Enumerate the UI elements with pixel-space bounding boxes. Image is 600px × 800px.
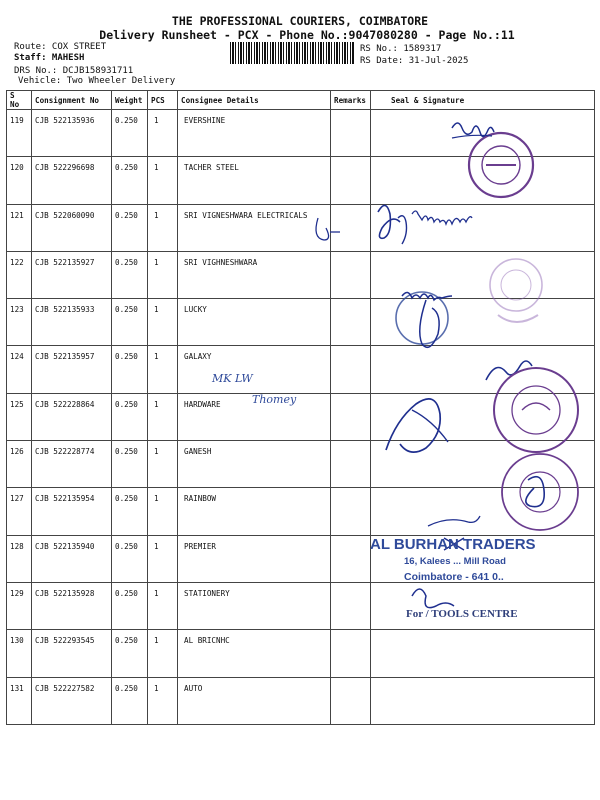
cell-weight: 0.250 bbox=[112, 441, 148, 488]
cell-consignment: CJB 522228774 bbox=[32, 441, 112, 488]
cell-consignment: CJB 522135933 bbox=[32, 299, 112, 346]
cell-consignee: TACHER STEEL bbox=[178, 157, 331, 204]
cell-sno: 125 bbox=[7, 393, 32, 440]
cell-consignee: SRI VIGHNESHWARA bbox=[178, 251, 331, 298]
cell-consignment: CJB 522296698 bbox=[32, 157, 112, 204]
cell-sno: 128 bbox=[7, 535, 32, 582]
cell-weight: 0.250 bbox=[112, 488, 148, 535]
cell-sno: 130 bbox=[7, 630, 32, 677]
cell-consignee: AL BRICNHC bbox=[178, 630, 331, 677]
cell-pcs: 1 bbox=[148, 630, 178, 677]
cell-pcs: 1 bbox=[148, 110, 178, 157]
cell-consignee: GALAXY bbox=[178, 346, 331, 393]
cell-weight: 0.250 bbox=[112, 677, 148, 724]
al-burhan-stamp-city: Coimbatore - 641 0.. bbox=[404, 571, 504, 583]
cell-sno: 131 bbox=[7, 677, 32, 724]
cell-consignee: EVERSHINE bbox=[178, 110, 331, 157]
vehicle-text: Vehicle: Two Wheeler Delivery bbox=[18, 76, 176, 86]
cell-pcs: 1 bbox=[148, 677, 178, 724]
cell-pcs: 1 bbox=[148, 488, 178, 535]
cell-weight: 0.250 bbox=[112, 299, 148, 346]
cell-pcs: 1 bbox=[148, 204, 178, 251]
cell-consignment: CJB 522135927 bbox=[32, 251, 112, 298]
cell-pcs: 1 bbox=[148, 582, 178, 629]
cell-weight: 0.250 bbox=[112, 582, 148, 629]
col-header-signature: Seal & Signature bbox=[371, 91, 595, 110]
cell-pcs: 1 bbox=[148, 441, 178, 488]
cell-weight: 0.250 bbox=[112, 157, 148, 204]
cell-consignee: STATIONERY bbox=[178, 582, 331, 629]
tools-centre-stamp: For / TOOLS CENTRE bbox=[406, 608, 518, 620]
cell-consignee: LUCKY bbox=[178, 299, 331, 346]
al-burhan-stamp-address: 16, Kalees ... Mill Road bbox=[404, 556, 506, 567]
signature-scribble-122 bbox=[316, 218, 329, 240]
cell-weight: 0.250 bbox=[112, 393, 148, 440]
runsheet-subtitle: Delivery Runsheet - PCX - Phone No.:9047080280 - Page No.:11 bbox=[99, 28, 515, 42]
cell-weight: 0.250 bbox=[112, 110, 148, 157]
cell-pcs: 1 bbox=[148, 251, 178, 298]
col-header-remarks: Remarks bbox=[331, 91, 371, 110]
company-title: THE PROFESSIONAL COURIERS, COIMBATORE bbox=[171, 14, 429, 28]
cell-weight: 0.250 bbox=[112, 204, 148, 251]
cell-consignment: CJB 522227582 bbox=[32, 677, 112, 724]
cell-consignee: GANESH bbox=[178, 441, 331, 488]
cell-sno: 126 bbox=[7, 441, 32, 488]
drs-text: DRS No.: DCJB158931711 bbox=[14, 66, 134, 76]
col-header-sno: S No bbox=[7, 91, 32, 110]
cell-consignee: RAINBOW bbox=[178, 488, 331, 535]
route-text: Route: COX STREET bbox=[14, 42, 107, 52]
round-stamp-128 bbox=[502, 454, 578, 530]
col-header-pcs: PCS bbox=[148, 91, 178, 110]
signature-scribble-128 bbox=[526, 477, 544, 507]
signature-scribble-131 bbox=[412, 589, 454, 608]
cell-consignee: SRI VIGNESHWARA ELECTRICALS bbox=[178, 204, 331, 251]
cell-sno: 120 bbox=[7, 157, 32, 204]
blue-stamp-124 bbox=[396, 292, 448, 344]
rs-date: RS Date: 31-Jul-2025 bbox=[360, 56, 469, 66]
col-header-consignment: Consignment No bbox=[32, 91, 112, 110]
cell-weight: 0.250 bbox=[112, 346, 148, 393]
cell-sno: 119 bbox=[7, 110, 32, 157]
cell-consignment: CJB 522135940 bbox=[32, 535, 112, 582]
cell-weight: 0.250 bbox=[112, 251, 148, 298]
cell-consignment: CJB 522060090 bbox=[32, 204, 112, 251]
cell-consignment: CJB 522135936 bbox=[32, 110, 112, 157]
signature-scribble-123 bbox=[402, 292, 452, 300]
cell-consignment: CJB 522135928 bbox=[32, 582, 112, 629]
cell-consignment: CJB 522135957 bbox=[32, 346, 112, 393]
ganesh-traders-stamp bbox=[494, 368, 578, 452]
cell-pcs: 1 bbox=[148, 346, 178, 393]
signature-scribble-121c bbox=[412, 211, 472, 224]
signature-scribble-127b bbox=[412, 410, 448, 442]
signature-scribble-121b bbox=[398, 216, 407, 244]
cell-pcs: 1 bbox=[148, 535, 178, 582]
cell-sno: 122 bbox=[7, 251, 32, 298]
cell-consignment: CJB 522228864 bbox=[32, 393, 112, 440]
cell-pcs: 1 bbox=[148, 157, 178, 204]
handwritten-note-126b: Thomey bbox=[252, 393, 297, 406]
cell-weight: 0.250 bbox=[112, 535, 148, 582]
cell-consignee: PREMIER bbox=[178, 535, 331, 582]
cell-consignment: CJB 522135954 bbox=[32, 488, 112, 535]
cell-consignee: AUTO bbox=[178, 677, 331, 724]
handwritten-note-126: MK LW bbox=[212, 372, 253, 385]
cell-sno: 121 bbox=[7, 204, 32, 251]
cell-sno: 127 bbox=[7, 488, 32, 535]
cell-pcs: 1 bbox=[148, 393, 178, 440]
signature-scribble-130 bbox=[428, 516, 480, 526]
cell-sno: 124 bbox=[7, 346, 32, 393]
faded-stamp-123 bbox=[490, 259, 542, 322]
al-burhan-stamp-name: AL BURHAN TRADERS bbox=[370, 536, 536, 553]
signature-scribble-121 bbox=[378, 205, 400, 238]
cell-consignment: CJB 522293545 bbox=[32, 630, 112, 677]
signature-scribble-119 bbox=[452, 123, 494, 137]
cell-pcs: 1 bbox=[148, 299, 178, 346]
col-header-weight: Weight bbox=[112, 91, 148, 110]
cell-sno: 129 bbox=[7, 582, 32, 629]
cell-consignee: HARDWARE bbox=[178, 393, 331, 440]
col-header-consignee: Consignee Details bbox=[178, 91, 331, 110]
staff-text: Staff: MAHESH bbox=[14, 53, 85, 63]
rs-number: RS No.: 1589317 bbox=[360, 44, 442, 54]
cell-weight: 0.250 bbox=[112, 630, 148, 677]
cell-sno: 123 bbox=[7, 299, 32, 346]
tahee-steel-stamp bbox=[469, 133, 533, 197]
signature-scribble-127 bbox=[386, 399, 440, 452]
